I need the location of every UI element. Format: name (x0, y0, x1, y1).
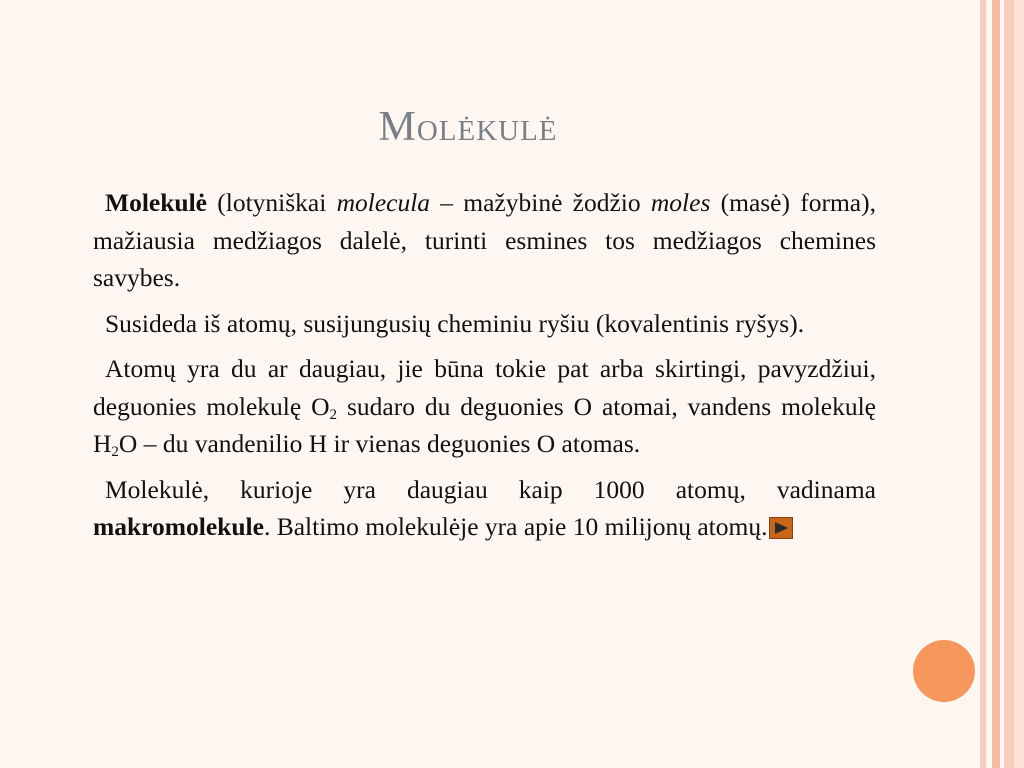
paragraph-text: O – du vandenilio H ir vienas deguonies O atomas. (118, 429, 641, 458)
paragraph-definition (93, 184, 876, 297)
decorative-stripes (980, 0, 1024, 768)
next-slide-button[interactable] (769, 517, 793, 539)
paragraph-text: (lotyniškai (207, 188, 337, 217)
subscript: 2 (111, 444, 119, 460)
slide-body (93, 184, 876, 554)
paragraph-text: – mažybinė žodžio (430, 188, 651, 217)
macromolecule-bold: makromolekule (93, 512, 264, 541)
root-word: moles (650, 188, 711, 217)
play-right-icon (775, 522, 788, 534)
paragraph-text: (masė) forma), mažiausia medžiagos dalelė, turinti esmines tos medžiagos chemines savybes. (93, 188, 876, 292)
paragraph-text: Molekulė, kurioje yra daugiau kaip 1000 atomų, vadinama (105, 474, 876, 504)
paragraph-text: sudaro du deguonies O atomai, vandens molekulę H (93, 391, 876, 458)
paragraph-text: Atomų yra du ar daugiau, jie būna tokie pat arba skirtingi, pavyzdžiui, deguonies molekulę O (93, 354, 876, 421)
decorative-circle (913, 640, 975, 702)
slide-title: Molėkulė (378, 104, 558, 150)
paragraph-macromolecule (93, 471, 876, 546)
paragraph-examples (93, 350, 876, 463)
paragraph-text: . Baltimo molekulėje yra apie 10 milijonų atomų. (263, 512, 768, 541)
paragraph-text: Susideda iš atomų, susijungusių cheminiu ryšiu (kovalentinis ryšys). (105, 308, 805, 338)
subscript: 2 (329, 406, 338, 423)
term-bold: Molekulė (105, 188, 207, 217)
paragraph-composition (93, 305, 876, 343)
latin-word: molecula (336, 188, 431, 217)
